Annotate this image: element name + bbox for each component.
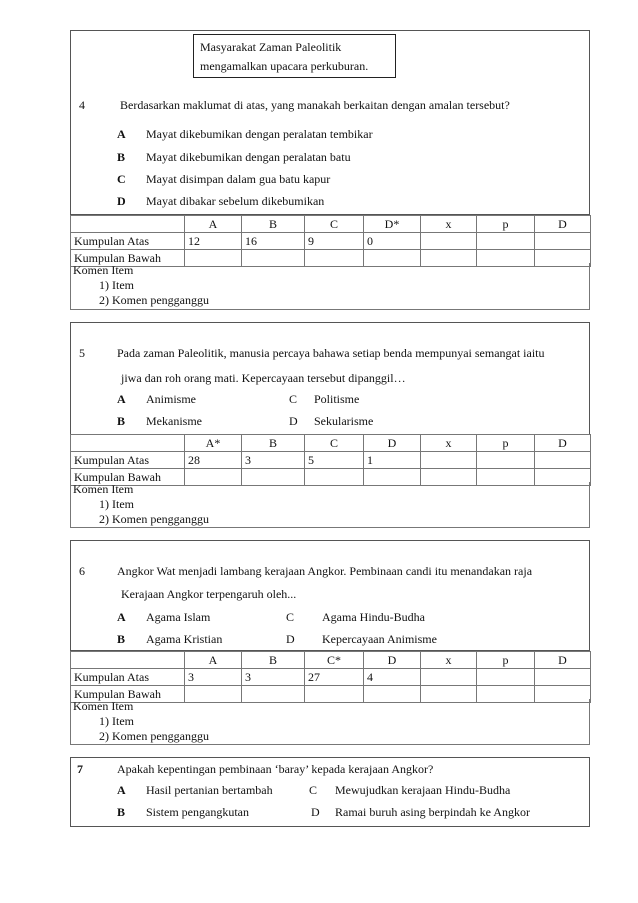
option-6-d-text: Kepercayaan Animisme <box>322 632 437 646</box>
value-cell: 16 <box>242 233 305 250</box>
value-cell <box>535 669 591 686</box>
value-cell: 12 <box>185 233 242 250</box>
question-6-text-line-1: Angkor Wat menjadi lambang kerajaan Angkor. Pembinaan candi itu menandakan raja <box>117 564 533 578</box>
question-4-number: 4 <box>79 98 85 112</box>
option-4-d-text: Mayat dibakar sebelum dikebumikan <box>146 194 325 208</box>
question-7-text: Apakah kepentingan pembinaan ‘baray’ kepada kerajaan Angkor? <box>117 762 434 776</box>
komen-label: Komen Item <box>73 263 134 277</box>
option-6-c-letter: C <box>286 610 295 624</box>
option-5-b-letter: B <box>117 414 126 428</box>
header-cell: A <box>185 216 242 233</box>
info-line-1: Masyarakat Zaman Paleolitik <box>200 40 342 54</box>
komen-item-2: 2) Komen pengganggu <box>99 293 209 307</box>
value-cell: 5 <box>305 452 364 469</box>
option-7-d-text: Ramai buruh asing berpindah ke Angkor <box>335 805 530 819</box>
question-7-number: 7 <box>77 762 83 776</box>
value-cell <box>421 233 477 250</box>
question-5-komen-section <box>70 482 590 528</box>
value-cell <box>421 669 477 686</box>
row-label-atas: Kumpulan Atas <box>71 669 185 686</box>
header-cell: D <box>535 435 591 452</box>
option-5-d-letter: D <box>289 414 298 428</box>
option-7-c-letter: C <box>309 783 318 797</box>
option-7-a-letter: A <box>117 783 126 797</box>
option-5-c-letter: C <box>289 392 298 406</box>
header-blank <box>71 216 185 233</box>
header-cell: D* <box>364 216 421 233</box>
komen-label: Komen Item <box>73 699 134 713</box>
header-cell: D <box>364 435 421 452</box>
header-cell: x <box>421 216 477 233</box>
row-label-bawah: Kumpulan Bawah <box>71 469 185 486</box>
option-5-b-text: Mekanisme <box>146 414 202 428</box>
value-cell: 9 <box>305 233 364 250</box>
option-5-a-text: Animisme <box>146 392 196 406</box>
header-cell: B <box>242 652 305 669</box>
header-cell: p <box>477 652 535 669</box>
option-7-b-text: Sistem pengangkutan <box>146 805 249 819</box>
value-cell <box>477 669 535 686</box>
option-5-d-text: Sekularisme <box>314 414 374 428</box>
header-blank <box>71 435 185 452</box>
option-7-b-letter: B <box>117 805 126 819</box>
row-label-bawah: Kumpulan Bawah <box>71 686 185 703</box>
value-cell <box>535 233 591 250</box>
value-cell: 28 <box>185 452 242 469</box>
header-cell: C <box>305 216 364 233</box>
value-cell <box>477 452 535 469</box>
value-cell <box>421 452 477 469</box>
value-cell: 3 <box>185 669 242 686</box>
option-5-a-letter: A <box>117 392 126 406</box>
header-cell: B <box>242 216 305 233</box>
header-cell: C <box>305 435 364 452</box>
header-cell: A* <box>185 435 242 452</box>
option-4-c-text: Mayat disimpan dalam gua batu kapur <box>146 172 331 186</box>
header-cell: D <box>364 652 421 669</box>
question-5-number: 5 <box>79 346 85 360</box>
option-4-c-letter: C <box>117 172 126 186</box>
value-cell: 3 <box>242 669 305 686</box>
question-5-text-line-1: Pada zaman Paleolitik, manusia percaya bahawa setiap benda mempunyai semangat iaitu <box>117 346 545 360</box>
value-cell: 1 <box>364 452 421 469</box>
header-cell: D <box>535 652 591 669</box>
row-label-atas: Kumpulan Atas <box>71 233 185 250</box>
option-6-a-text: Agama Islam <box>146 610 211 624</box>
header-cell: p <box>477 435 535 452</box>
value-cell <box>535 452 591 469</box>
question-4-text: Berdasarkan maklumat di atas, yang manakah berkaitan dengan amalan tersebut? <box>120 98 510 112</box>
option-6-b-text: Agama Kristian <box>146 632 223 646</box>
header-cell: p <box>477 216 535 233</box>
option-4-b-letter: B <box>117 150 126 164</box>
option-7-c-text: Mewujudkan kerajaan Hindu-Budha <box>335 783 511 797</box>
option-4-a-letter: A <box>117 127 126 141</box>
option-6-c-text: Agama Hindu-Budha <box>322 610 425 624</box>
option-7-d-letter: D <box>311 805 320 819</box>
row-label-atas: Kumpulan Atas <box>71 452 185 469</box>
option-4-b-text: Mayat dikebumikan dengan peralatan batu <box>146 150 351 164</box>
question-4-stats-table <box>70 215 591 267</box>
komen-item-1: 1) Item <box>99 497 134 511</box>
option-7-a-text: Hasil pertanian bertambah <box>146 783 273 797</box>
value-cell <box>477 233 535 250</box>
info-line-2: mengamalkan upacara perkuburan. <box>200 59 369 73</box>
option-5-c-text: Politisme <box>314 392 360 406</box>
value-cell: 4 <box>364 669 421 686</box>
option-6-a-letter: A <box>117 610 126 624</box>
value-cell: 27 <box>305 669 364 686</box>
question-5-stats-table <box>70 434 591 486</box>
value-cell: 0 <box>364 233 421 250</box>
question-6-number: 6 <box>79 564 85 578</box>
komen-item-2: 2) Komen pengganggu <box>99 512 209 526</box>
option-4-a-text: Mayat dikebumikan dengan peralatan tembikar <box>146 127 373 141</box>
question-4-info-box <box>193 34 396 78</box>
question-6-komen-section <box>70 699 590 745</box>
header-cell: x <box>421 652 477 669</box>
option-6-d-letter: D <box>286 632 295 646</box>
row-label-bawah: Kumpulan Bawah <box>71 250 185 267</box>
option-4-d-letter: D <box>117 194 126 208</box>
komen-label: Komen Item <box>73 482 134 496</box>
komen-item-1: 1) Item <box>99 714 134 728</box>
header-cell: A <box>185 652 242 669</box>
question-4-komen-section <box>70 263 590 310</box>
header-cell: x <box>421 435 477 452</box>
option-6-b-letter: B <box>117 632 126 646</box>
header-cell: B <box>242 435 305 452</box>
header-cell: C* <box>305 652 364 669</box>
header-blank <box>71 652 185 669</box>
question-6-text-line-2: Kerajaan Angkor terpengaruh oleh... <box>121 587 297 601</box>
header-cell: D <box>535 216 591 233</box>
komen-item-2: 2) Komen pengganggu <box>99 729 209 743</box>
question-6-stats-table <box>70 651 591 703</box>
question-5-text-line-2: jiwa dan roh orang mati. Kepercayaan tersebut dipanggil… <box>121 371 406 385</box>
komen-item-1: 1) Item <box>99 278 134 292</box>
value-cell: 3 <box>242 452 305 469</box>
